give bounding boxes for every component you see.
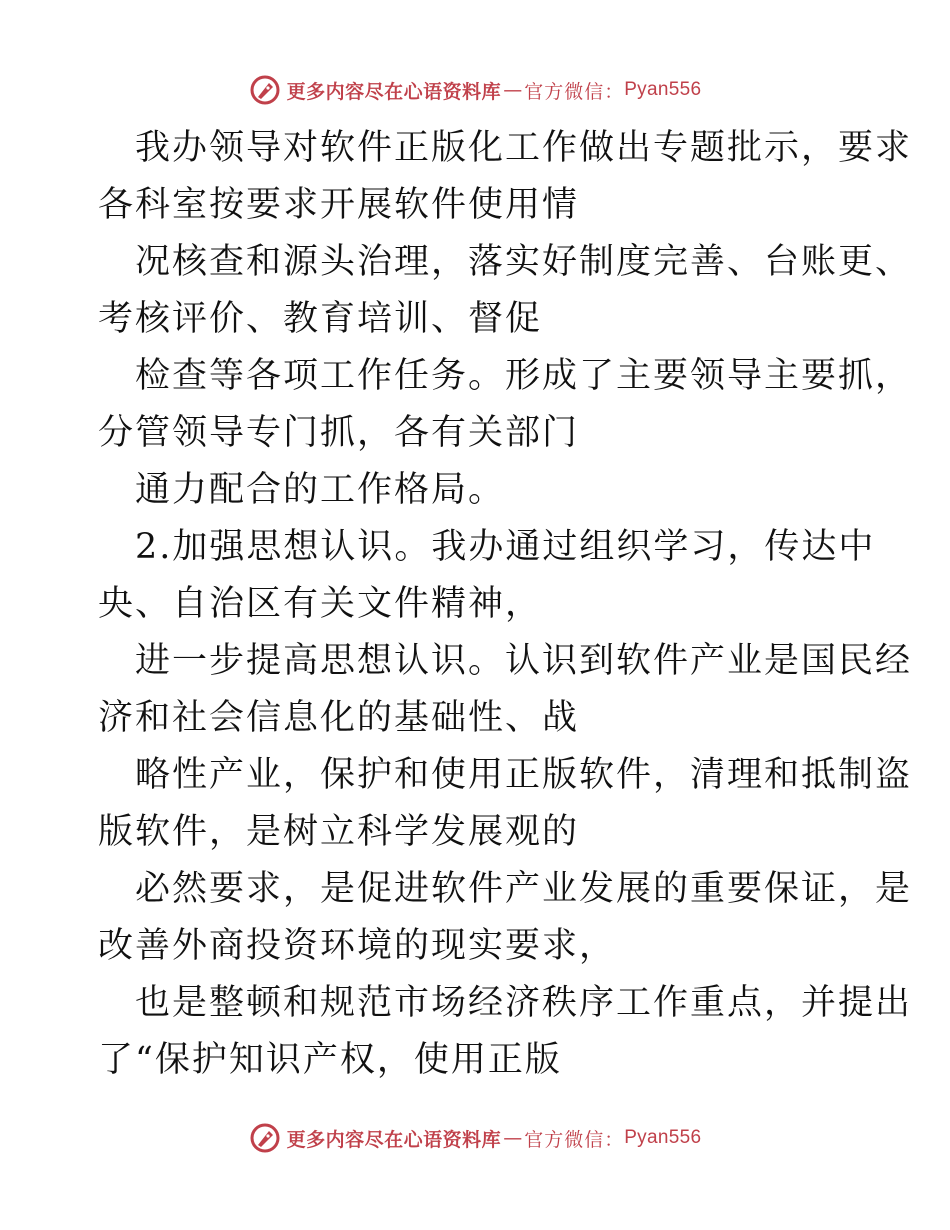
document-body	[98, 120, 913, 1089]
banner-main-text: 更多内容尽在心语资料库	[286, 80, 502, 103]
body-line: 2.加强思想认识。我办通过组织学习，传达中	[135, 527, 876, 567]
banner-wechat-id: Pyan556	[624, 1127, 702, 1148]
banner-main-text: 更多内容尽在心语资料库	[286, 1128, 502, 1151]
pen-nib-logo-icon	[249, 74, 281, 106]
body-line: 考核评价、教育培训、督促	[98, 299, 543, 339]
body-line: 了“保护知识产权，使用正版	[98, 1040, 562, 1080]
header-banner	[0, 70, 950, 110]
banner-dash: —	[503, 79, 523, 101]
body-line: 必然要求，是促进软件产业发展的重要保证，是	[135, 869, 913, 909]
banner-wechat-id: Pyan556	[624, 79, 702, 100]
body-line: 我办领导对软件正版化工作做出专题批示，要求	[135, 128, 913, 168]
body-line: 略性产业，保护和使用正版软件，清理和抵制盗	[135, 755, 913, 795]
pen-nib-logo-icon	[249, 1122, 281, 1154]
body-line: 况核查和源头治理，落实好制度完善、台账更、	[135, 242, 913, 282]
body-line: 通力配合的工作格局。	[135, 470, 506, 510]
banner-dash: —	[503, 1127, 523, 1149]
banner-wechat-label: 官方微信：	[524, 1128, 625, 1151]
body-line: 央、自治区有关文件精神，	[98, 584, 543, 624]
body-line: 分管领导专门抓，各有关部门	[98, 413, 580, 453]
body-line: 检查等各项工作任务。形成了主要领导主要抓，	[135, 356, 913, 396]
body-line: 改善外商投资环境的现实要求，	[98, 926, 617, 966]
banner-wechat-label: 官方微信：	[524, 80, 625, 103]
body-line: 也是整顿和规范市场经济秩序工作重点，并提出	[135, 983, 913, 1023]
body-line: 各科室按要求开展软件使用情	[98, 185, 580, 225]
footer-banner	[0, 1118, 950, 1158]
body-line: 进一步提高思想认识。认识到软件产业是国民经	[135, 641, 913, 681]
body-line: 版软件，是树立科学发展观的	[98, 812, 580, 852]
body-line: 济和社会信息化的基础性、战	[98, 698, 580, 738]
